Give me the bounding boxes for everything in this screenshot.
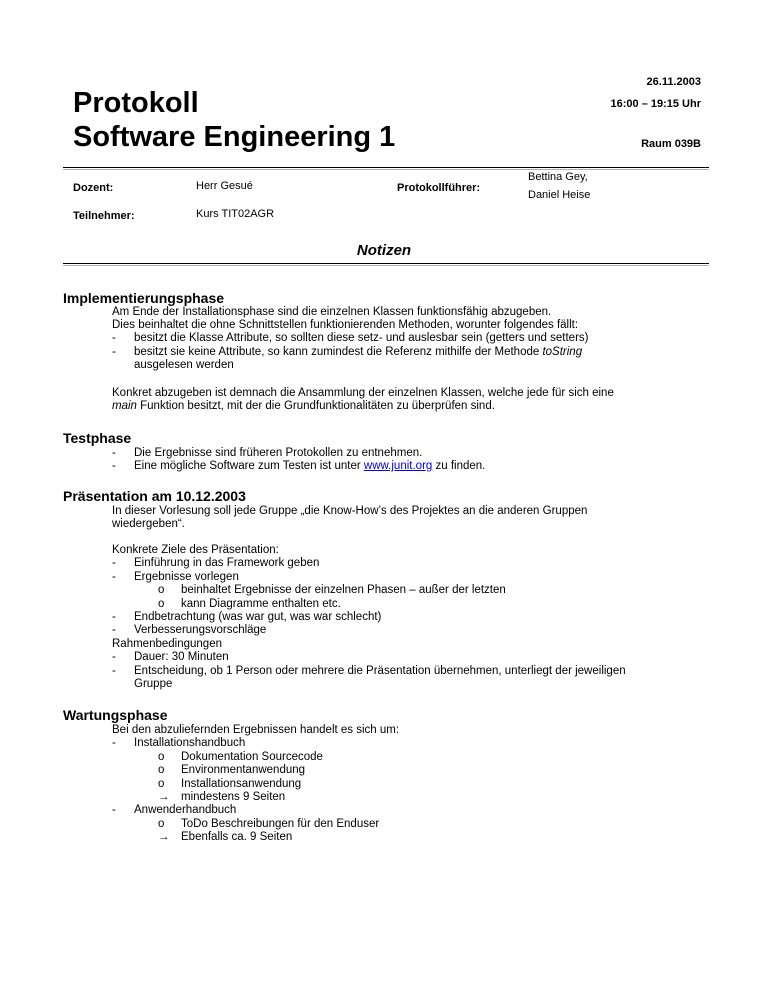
praes-dash-3: Endbetrachtung (was war gut, was war schlecht) <box>134 611 382 623</box>
dash-marker: - <box>112 447 116 459</box>
test-dash-2-end: zu finden. <box>432 460 486 472</box>
praes-line-2: wiedergeben“. <box>112 518 185 530</box>
meeting-time: 16:00 – 19:15 Uhr <box>610 98 701 110</box>
praes-sub-2: kann Diagramme enthalten etc. <box>181 598 341 610</box>
impl-line-2: Dies beinhaltet die ohne Schnittstellen funktionierenden Methoden, worunter folgendes fällt: <box>112 319 579 331</box>
title-line-2: Software Engineering 1 <box>73 121 396 153</box>
notes-title: Notizen <box>356 242 412 259</box>
section-heading-testphase: Testphase <box>63 430 132 446</box>
document-title <box>73 86 395 154</box>
wartung-line-1: Bei den abzuliefernden Ergebnissen handelt es sich um: <box>112 724 400 736</box>
impl-line-1: Am Ende der Installationsphase sind die einzelnen Klassen funktionsfähig abzugeben. <box>112 306 552 318</box>
section-heading-wartung: Wartungsphase <box>63 707 168 723</box>
impl-dash-2-continued: ausgelesen werden <box>134 359 234 371</box>
impl-dash-1: besitzt die Klasse Attribute, so sollten diese setz- und auslesbar sein (getters und setters) <box>134 332 589 344</box>
section-heading-implementierung: Implementierungsphase <box>63 290 225 306</box>
wartung-dash-1: Installationshandbuch <box>134 737 246 749</box>
protokollfuehrer-name-1: Bettina Gey, <box>528 171 588 183</box>
arrow-icon: → <box>158 791 170 803</box>
circle-bullet: o <box>158 598 165 610</box>
wartung-arrow-2: Ebenfalls ca. 9 Seiten <box>181 831 293 843</box>
praes-ziele: Konkrete Ziele des Präsentation: <box>112 544 279 556</box>
circle-bullet: o <box>158 764 165 776</box>
circle-bullet: o <box>158 818 165 830</box>
arrow-icon: → <box>158 831 170 843</box>
notes-divider <box>63 263 709 266</box>
praes-dash-5: Dauer: 30 Minuten <box>134 651 229 663</box>
praes-dash-2: Ergebnisse vorlegen <box>134 571 239 583</box>
dash-marker: - <box>112 665 116 677</box>
dozent-label: Dozent: <box>73 182 114 194</box>
test-dash-1: Die Ergebnisse sind früheren Protokollen zu entnehmen. <box>134 447 423 459</box>
test-dash-2 <box>134 460 485 473</box>
meeting-date: 26.11.2003 <box>646 76 701 88</box>
wartung-sub-3: Installationsanwendung <box>181 778 302 790</box>
circle-bullet: o <box>158 584 165 596</box>
dash-marker: - <box>112 624 116 636</box>
dozent-value: Herr Gesué <box>196 180 253 192</box>
section-heading-praesentation: Präsentation am 10.12.2003 <box>63 488 246 504</box>
praes-dash-1: Einführung in das Framework geben <box>134 557 320 569</box>
impl-konkret-line-2-text: Funktion besitzt, mit der die Grundfunktionalitäten zu überprüfen sind. <box>136 400 495 412</box>
praes-rahmen: Rahmenbedingungen <box>112 638 222 650</box>
impl-main-keyword: main <box>112 400 137 412</box>
wartung-sub-1: Dokumentation Sourcecode <box>181 751 323 763</box>
dash-marker: - <box>112 611 116 623</box>
dash-marker: - <box>112 332 116 344</box>
wartung-arrow-1: mindestens 9 Seiten <box>181 791 286 803</box>
praes-dash-4: Verbesserungsvorschläge <box>134 624 267 636</box>
dash-marker: - <box>112 737 116 749</box>
impl-konkret-line-1: Konkret abzugeben ist demnach die Ansammlung der einzelnen Klassen, welche jede für sich eine <box>112 387 614 399</box>
protokollfuehrer-value <box>528 168 590 204</box>
dash-marker: - <box>112 346 116 358</box>
teilnehmer-value: Kurs TIT02AGR <box>196 208 275 220</box>
wartung-dash-2: Anwenderhandbuch <box>134 804 237 816</box>
dash-marker: - <box>112 651 116 663</box>
teilnehmer-label: Teilnehmer: <box>73 210 135 222</box>
praes-line-1: In dieser Vorlesung soll jede Gruppe „die Know-How’s des Projektes an die anderen Gruppen <box>112 505 588 517</box>
impl-dash-2-text: besitzt sie keine Attribute, so kann zumindest die Referenz mithilfe der Methode <box>134 346 543 358</box>
dash-marker: - <box>112 557 116 569</box>
dash-marker: - <box>112 460 116 472</box>
dash-marker: - <box>112 571 116 583</box>
protokollfuehrer-name-2: Daniel Heise <box>528 189 591 201</box>
title-line-1: Protokoll <box>73 87 199 119</box>
test-dash-2-text: Eine mögliche Software zum Testen ist unter <box>134 460 364 472</box>
header-divider <box>63 167 709 170</box>
impl-dash-2-method: toString <box>542 346 583 358</box>
praes-dash-6: Entscheidung, ob 1 Person oder mehrere die Präsentation übernehmen, unterliegt der jeweiligen <box>134 665 626 677</box>
praes-dash-6-continued: Gruppe <box>134 678 173 690</box>
circle-bullet: o <box>158 751 165 763</box>
impl-konkret-line-2 <box>112 400 495 413</box>
praes-sub-1: beinhaltet Ergebnisse der einzelnen Phasen – außer der letzten <box>181 584 506 596</box>
wartung-sub-2: Environmentanwendung <box>181 764 306 776</box>
junit-link[interactable]: www.junit.org <box>363 460 433 472</box>
impl-dash-2 <box>134 346 582 359</box>
dash-marker: - <box>112 804 116 816</box>
wartung-sub-4: ToDo Beschreibungen für den Enduser <box>181 818 380 830</box>
circle-bullet: o <box>158 778 165 790</box>
meeting-room: Raum 039B <box>641 138 701 150</box>
protokollfuehrer-label: Protokollführer: <box>397 182 481 194</box>
